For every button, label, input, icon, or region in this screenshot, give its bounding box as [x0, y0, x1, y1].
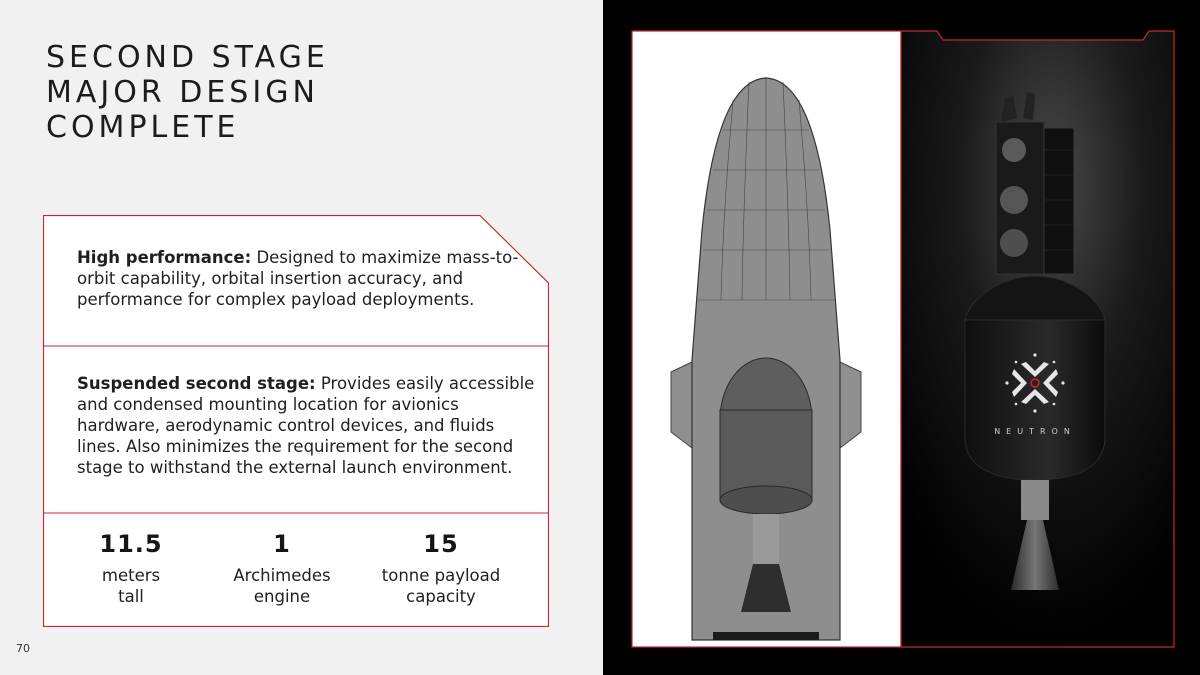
feature-high-performance — [77, 247, 537, 310]
stat-value: 11.5 — [99, 530, 163, 558]
right-panel — [603, 0, 1200, 675]
page-number: 70 — [16, 642, 30, 655]
stat-label-line: meters — [101, 566, 161, 585]
stat-value: 15 — [423, 530, 459, 558]
vehicle-logo-text: NEUTRON — [994, 427, 1076, 436]
stat-payload — [361, 527, 521, 607]
stat-label-line: capacity — [406, 587, 476, 606]
stat-label — [361, 565, 521, 607]
stat-label-line: engine — [253, 587, 311, 606]
stat-label — [51, 565, 211, 607]
feature-text: Designed to maximize mass-to-orbit capability, orbital insertion accuracy, and performance for complex payload deployments. — [77, 248, 519, 309]
feature-text: Provides easily accessible and condensed mounting location for avionics hardware, aerodynamic control devices, and fluids lines. Also minimizes the requirement for the second stage to withstand the external launch environment. — [77, 374, 535, 477]
stat-label-line: tall — [118, 587, 144, 606]
slide-title — [46, 40, 329, 145]
title-line-3: COMPLETE — [46, 110, 240, 145]
vehicle-illustrations — [603, 0, 1200, 675]
second-stage-render-image — [901, 31, 1174, 647]
stat-height — [51, 527, 211, 607]
stat-label-line: Archimedes — [233, 566, 331, 585]
title-line-1: SECOND STAGE — [46, 40, 329, 75]
feature-heading: High performance: — [77, 248, 252, 267]
stat-engine — [202, 527, 362, 607]
stat-label — [202, 565, 362, 607]
stats-row — [43, 527, 549, 627]
features-card — [43, 215, 549, 627]
stat-value: 1 — [273, 530, 291, 558]
stat-label-line: tonne payload — [381, 566, 501, 585]
feature-suspended-second-stage — [77, 373, 537, 478]
feature-heading: Suspended second stage: — [77, 374, 316, 393]
title-line-2: MAJOR DESIGN — [46, 75, 319, 110]
fairing-cutaway-image — [632, 31, 901, 647]
